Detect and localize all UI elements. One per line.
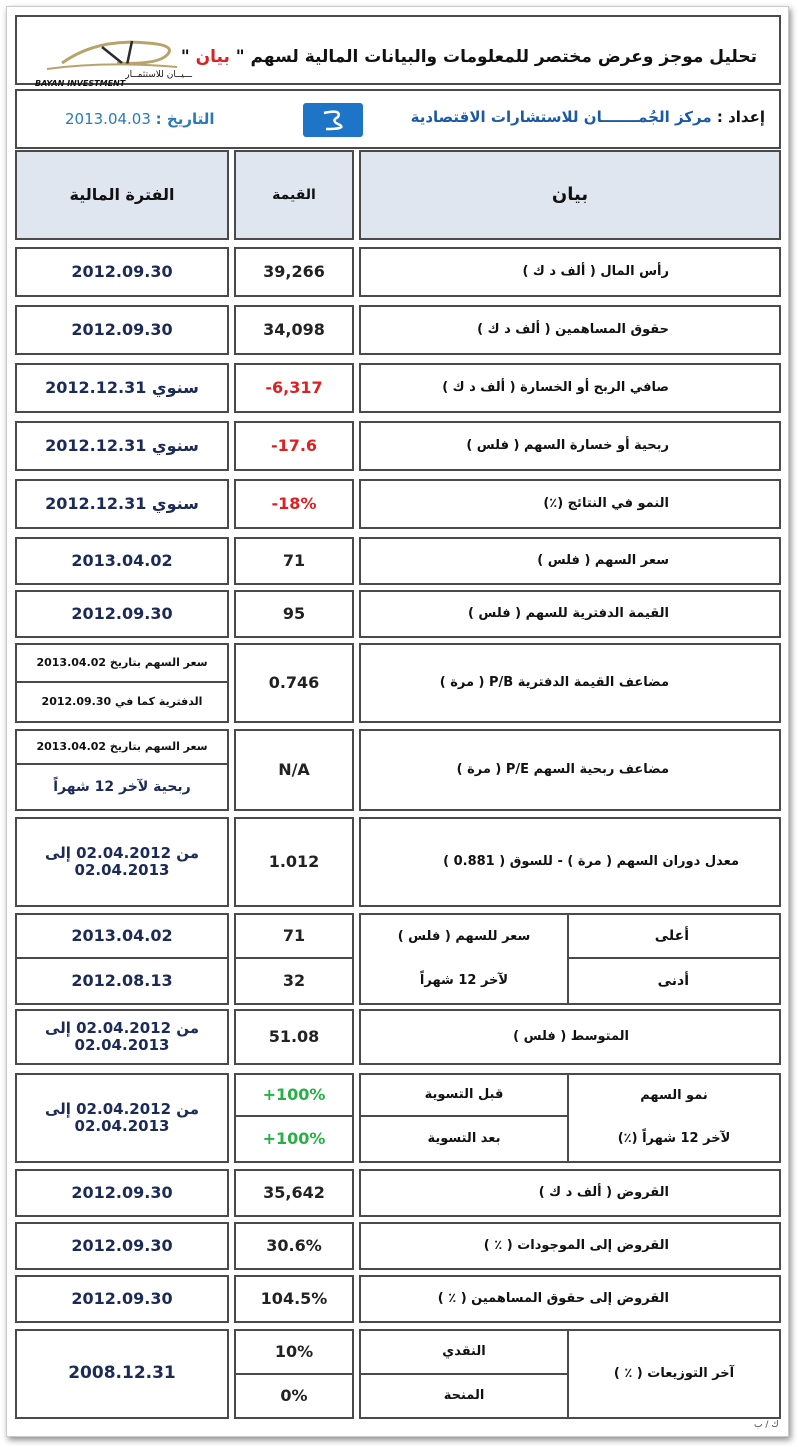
row-average-value: 51.08 (234, 1009, 354, 1065)
row-equity-value: 34,098 (234, 305, 354, 355)
col-header-label: بيان (359, 150, 781, 240)
row-growth-period: سنوي 2012.12.31 (15, 479, 229, 529)
title-prefix: تحليل موجز وعرض مختصر للمعلومات والبيانات المالية لسهم " (235, 47, 757, 67)
high-low-desc-a: سعر للسهم ( فلس ) (397, 928, 531, 944)
row-cash-label: النقدي (359, 1329, 569, 1375)
row-price-label: سعر السهم ( فلس ) (359, 537, 781, 585)
row-after-settlement-label: بعد التسوية (359, 1115, 569, 1163)
stock-growth-label-a: نمو السهم (640, 1088, 708, 1104)
row-loans-equity-value: 104.5% (234, 1275, 354, 1323)
average-period-to: 02.04.2013 (74, 1036, 170, 1054)
row-turnover-value: 1.012 (234, 817, 354, 907)
row-low-label: أدنى (567, 957, 781, 1005)
logo-arabic-mark: ـــيــان للاستثمــار (125, 70, 192, 80)
row-before-settlement-label: قبل التسوية (359, 1073, 569, 1117)
row-turnover-period (15, 817, 229, 907)
row-bonus-value: 0% (234, 1373, 354, 1419)
prepared-box (15, 89, 781, 149)
row-pb-period-b: الدفترية كما في 2012.09.30 (15, 681, 229, 723)
footer-mark: ك / ب (754, 1420, 779, 1430)
row-dividends-label: آخر التوزيعات ( ٪ ) (567, 1329, 781, 1419)
row-pe-label: مضاعف ربحية السهم P/E ( مرة ) (359, 729, 781, 811)
row-equity-period: 2012.09.30 (15, 305, 229, 355)
logo-text: BAYAN INVESTMENT (35, 79, 126, 88)
row-net-profit-value: -6,317 (234, 363, 354, 413)
stock-growth-label-b: لآخر 12 شهراً (٪) (617, 1131, 731, 1147)
report-page (6, 6, 789, 1437)
row-book-value-period: 2012.09.30 (15, 590, 229, 638)
row-pb-value: 0.746 (234, 643, 354, 723)
row-loans-value: 35,642 (234, 1169, 354, 1217)
row-pe-value: N/A (234, 729, 354, 811)
col-header-value: القيمة (234, 150, 354, 240)
row-price-value: 71 (234, 537, 354, 585)
row-net-profit-label: صافي الربح أو الخسارة ( ألف د ك ) (359, 363, 781, 413)
row-loans-period: 2012.09.30 (15, 1169, 229, 1217)
row-cash-value: 10% (234, 1329, 354, 1375)
row-low-value: 32 (234, 957, 354, 1005)
row-bonus-label: المنحة (359, 1373, 569, 1419)
row-turnover-label: معدل دوران السهم ( مرة ) - للسوق ( 0.881 ) (359, 817, 781, 907)
prepared-by (411, 108, 765, 126)
report-date (65, 110, 215, 128)
row-loans-equity-label: القروض إلى حقوق المساهمين ( ٪ ) (359, 1275, 781, 1323)
row-high-period: 2013.04.02 (15, 913, 229, 959)
row-high-label: أعلى (567, 913, 781, 959)
date-label: التاريخ : (155, 110, 215, 128)
row-loans-assets-label: القروض إلى الموجودات ( ٪ ) (359, 1222, 781, 1270)
prepared-label: إعداد : (716, 108, 765, 126)
row-stock-growth-period (15, 1073, 229, 1163)
row-loans-assets-value: 30.6% (234, 1222, 354, 1270)
high-low-desc-b: لآخر 12 شهراً (419, 972, 509, 988)
row-low-period: 2012.08.13 (15, 957, 229, 1005)
title-box (15, 15, 781, 88)
row-equity-label: حقوق المساهمين ( ألف د ك ) (359, 305, 781, 355)
bayan-logo (27, 33, 197, 89)
row-before-settlement-value: +100% (234, 1073, 354, 1117)
row-growth-value: -18% (234, 479, 354, 529)
row-average-label: المتوسط ( فلس ) (359, 1009, 781, 1065)
company-name: بيان (189, 47, 236, 67)
row-eps-period: سنوي 2012.12.31 (15, 421, 229, 471)
row-average-period (15, 1009, 229, 1065)
jumaan-logo-icon (303, 103, 363, 137)
row-capital-period: 2012.09.30 (15, 247, 229, 297)
date-value: 2013.04.03 (65, 110, 151, 128)
row-growth-label: النمو في النتائج (٪) (359, 479, 781, 529)
row-book-value-value: 95 (234, 590, 354, 638)
row-pb-label: مضاعف القيمة الدفترية P/B ( مرة ) (359, 643, 781, 723)
row-eps-value: -17.6 (234, 421, 354, 471)
stock-growth-period-to: 02.04.2013 (74, 1117, 170, 1135)
row-net-profit-period: سنوي 2012.12.31 (15, 363, 229, 413)
turnover-period-from: من 02.04.2012 إلى (44, 843, 200, 862)
row-eps-label: ربحية أو خسارة السهم ( فلس ) (359, 421, 781, 471)
row-pe-period-a: سعر السهم بتاريخ 2013.04.02 (15, 729, 229, 765)
turnover-period-to: 02.04.2013 (74, 861, 170, 879)
row-pe-period-b: ربحية لآخر 12 شهراً (15, 763, 229, 811)
row-after-settlement-value: +100% (234, 1115, 354, 1163)
report-title (181, 47, 757, 67)
row-book-value-label: القيمة الدفترية للسهم ( فلس ) (359, 590, 781, 638)
row-high-value: 71 (234, 913, 354, 959)
col-header-period: الفترة المالية (15, 150, 229, 240)
row-price-period: 2013.04.02 (15, 537, 229, 585)
row-loans-assets-period: 2012.09.30 (15, 1222, 229, 1270)
row-dividends-period: 2008.12.31 (15, 1329, 229, 1419)
row-loans-equity-period: 2012.09.30 (15, 1275, 229, 1323)
stock-growth-period-from: من 02.04.2012 إلى (44, 1099, 200, 1118)
average-period-from: من 02.04.2012 إلى (44, 1018, 200, 1037)
row-high-low-desc (359, 913, 569, 1005)
row-capital-label: رأس المال ( ألف د ك ) (359, 247, 781, 297)
title-suffix: " (180, 47, 190, 67)
row-stock-growth-label (567, 1073, 781, 1163)
row-capital-value: 39,266 (234, 247, 354, 297)
prepared-org: مركز الجُمـــــــان للاستشارات الاقتصادية (410, 108, 712, 126)
row-pb-period-a: سعر السهم بتاريخ 2013.04.02 (15, 643, 229, 683)
row-loans-label: القروض ( ألف د ك ) (359, 1169, 781, 1217)
